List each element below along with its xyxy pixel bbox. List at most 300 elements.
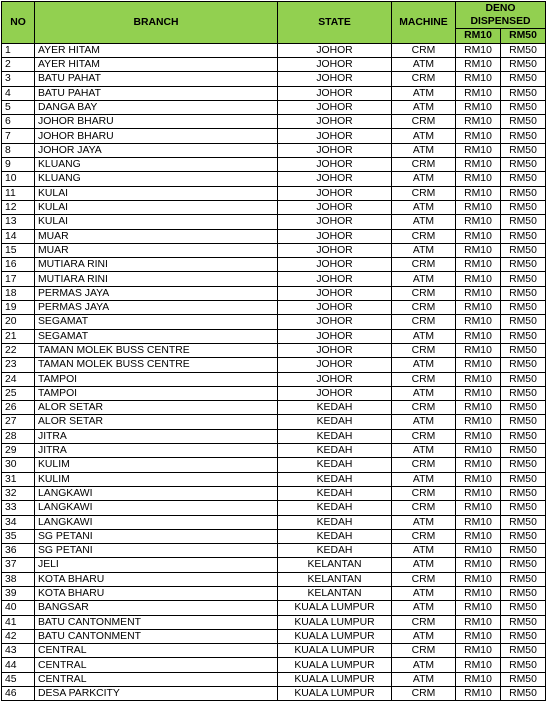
cell-rm10: RM10 xyxy=(456,672,501,686)
table-header xyxy=(2,2,546,44)
cell-branch: AYER HITAM xyxy=(35,43,278,57)
table-row xyxy=(2,515,546,529)
cell-machine: ATM xyxy=(392,129,456,143)
header-machine: MACHINE xyxy=(392,2,456,44)
cell-rm50: RM50 xyxy=(501,529,546,543)
cell-no: 28 xyxy=(2,429,35,443)
cell-rm50: RM50 xyxy=(501,243,546,257)
cell-state: KUALA LUMPUR xyxy=(278,601,392,615)
cell-machine: ATM xyxy=(392,544,456,558)
header-no: NO xyxy=(2,2,35,44)
cell-machine: ATM xyxy=(392,515,456,529)
cell-rm50: RM50 xyxy=(501,272,546,286)
cell-no: 46 xyxy=(2,687,35,701)
cell-no: 20 xyxy=(2,315,35,329)
cell-branch: KLUANG xyxy=(35,158,278,172)
cell-state: JOHOR xyxy=(278,386,392,400)
cell-state: JOHOR xyxy=(278,272,392,286)
cell-state: JOHOR xyxy=(278,100,392,114)
cell-machine: CRM xyxy=(392,486,456,500)
cell-machine: CRM xyxy=(392,115,456,129)
cell-rm50: RM50 xyxy=(501,100,546,114)
cell-no: 14 xyxy=(2,229,35,243)
cell-rm50: RM50 xyxy=(501,429,546,443)
cell-state: KUALA LUMPUR xyxy=(278,644,392,658)
cell-branch: MUTIARA RINI xyxy=(35,272,278,286)
cell-branch: DESA PARKCITY xyxy=(35,687,278,701)
cell-no: 6 xyxy=(2,115,35,129)
cell-rm50: RM50 xyxy=(501,572,546,586)
cell-state: JOHOR xyxy=(278,358,392,372)
cell-branch: TAMAN MOLEK BUSS CENTRE xyxy=(35,358,278,372)
cell-rm10: RM10 xyxy=(456,601,501,615)
cell-no: 5 xyxy=(2,100,35,114)
cell-state: KUALA LUMPUR xyxy=(278,687,392,701)
cell-state: KUALA LUMPUR xyxy=(278,615,392,629)
cell-rm10: RM10 xyxy=(456,315,501,329)
cell-branch: PERMAS JAYA xyxy=(35,286,278,300)
cell-machine: CRM xyxy=(392,315,456,329)
cell-machine: CRM xyxy=(392,429,456,443)
cell-rm50: RM50 xyxy=(501,215,546,229)
cell-branch: KLUANG xyxy=(35,172,278,186)
cell-branch: KULAI xyxy=(35,200,278,214)
table-row xyxy=(2,286,546,300)
cell-state: KELANTAN xyxy=(278,572,392,586)
cell-rm10: RM10 xyxy=(456,115,501,129)
table-row xyxy=(2,429,546,443)
table-row xyxy=(2,415,546,429)
cell-branch: LANGKAWI xyxy=(35,486,278,500)
cell-state: JOHOR xyxy=(278,372,392,386)
cell-rm10: RM10 xyxy=(456,58,501,72)
cell-no: 31 xyxy=(2,472,35,486)
cell-branch: MUAR xyxy=(35,229,278,243)
table-row xyxy=(2,615,546,629)
cell-branch: DANGA BAY xyxy=(35,100,278,114)
cell-rm10: RM10 xyxy=(456,158,501,172)
cell-machine: CRM xyxy=(392,687,456,701)
table-row xyxy=(2,672,546,686)
cell-state: JOHOR xyxy=(278,258,392,272)
cell-rm50: RM50 xyxy=(501,372,546,386)
table-row xyxy=(2,486,546,500)
cell-rm10: RM10 xyxy=(456,586,501,600)
cell-branch: LANGKAWI xyxy=(35,515,278,529)
cell-branch: BANGSAR xyxy=(35,601,278,615)
cell-rm10: RM10 xyxy=(456,172,501,186)
cell-rm10: RM10 xyxy=(456,243,501,257)
table-row xyxy=(2,115,546,129)
cell-machine: ATM xyxy=(392,472,456,486)
table-row xyxy=(2,86,546,100)
cell-branch: CENTRAL xyxy=(35,644,278,658)
cell-machine: ATM xyxy=(392,586,456,600)
cell-branch: BATU CANTONMENT xyxy=(35,615,278,629)
cell-machine: ATM xyxy=(392,601,456,615)
cell-no: 4 xyxy=(2,86,35,100)
cell-no: 8 xyxy=(2,143,35,157)
header-deno-dispensed: DENO DISPENSED xyxy=(456,2,546,29)
cell-state: JOHOR xyxy=(278,86,392,100)
cell-machine: ATM xyxy=(392,558,456,572)
cell-rm50: RM50 xyxy=(501,486,546,500)
cell-state: JOHOR xyxy=(278,43,392,57)
cell-state: KUALA LUMPUR xyxy=(278,658,392,672)
cell-branch: KULIM xyxy=(35,458,278,472)
cell-state: JOHOR xyxy=(278,158,392,172)
table-row xyxy=(2,186,546,200)
table-row xyxy=(2,558,546,572)
cell-rm50: RM50 xyxy=(501,72,546,86)
cell-rm50: RM50 xyxy=(501,544,546,558)
atm-denomination-table xyxy=(1,1,546,701)
cell-no: 40 xyxy=(2,601,35,615)
cell-rm50: RM50 xyxy=(501,43,546,57)
cell-rm10: RM10 xyxy=(456,86,501,100)
cell-rm50: RM50 xyxy=(501,129,546,143)
cell-state: JOHOR xyxy=(278,200,392,214)
cell-state: JOHOR xyxy=(278,115,392,129)
cell-state: KEDAH xyxy=(278,501,392,515)
cell-rm10: RM10 xyxy=(456,444,501,458)
cell-no: 39 xyxy=(2,586,35,600)
cell-branch: MUAR xyxy=(35,243,278,257)
cell-state: KEDAH xyxy=(278,472,392,486)
cell-state: JOHOR xyxy=(278,129,392,143)
cell-state: KEDAH xyxy=(278,486,392,500)
cell-machine: ATM xyxy=(392,415,456,429)
cell-no: 15 xyxy=(2,243,35,257)
table-row xyxy=(2,472,546,486)
cell-rm10: RM10 xyxy=(456,658,501,672)
cell-machine: ATM xyxy=(392,629,456,643)
cell-branch: BATU CANTONMENT xyxy=(35,629,278,643)
cell-state: JOHOR xyxy=(278,243,392,257)
cell-rm10: RM10 xyxy=(456,286,501,300)
table-row xyxy=(2,687,546,701)
cell-branch: SEGAMAT xyxy=(35,329,278,343)
cell-rm10: RM10 xyxy=(456,529,501,543)
cell-no: 22 xyxy=(2,343,35,357)
cell-machine: ATM xyxy=(392,444,456,458)
cell-rm50: RM50 xyxy=(501,286,546,300)
cell-state: KEDAH xyxy=(278,401,392,415)
cell-machine: ATM xyxy=(392,215,456,229)
cell-rm10: RM10 xyxy=(456,229,501,243)
cell-no: 2 xyxy=(2,58,35,72)
cell-rm10: RM10 xyxy=(456,372,501,386)
cell-no: 37 xyxy=(2,558,35,572)
cell-state: JOHOR xyxy=(278,343,392,357)
cell-rm50: RM50 xyxy=(501,458,546,472)
cell-state: KEDAH xyxy=(278,515,392,529)
table-row xyxy=(2,644,546,658)
cell-branch: MUTIARA RINI xyxy=(35,258,278,272)
cell-branch: SG PETANI xyxy=(35,529,278,543)
cell-rm10: RM10 xyxy=(456,72,501,86)
cell-machine: ATM xyxy=(392,329,456,343)
cell-rm10: RM10 xyxy=(456,100,501,114)
cell-rm10: RM10 xyxy=(456,544,501,558)
cell-rm50: RM50 xyxy=(501,258,546,272)
cell-rm10: RM10 xyxy=(456,129,501,143)
cell-branch: PERMAS JAYA xyxy=(35,301,278,315)
table-row xyxy=(2,229,546,243)
cell-rm10: RM10 xyxy=(456,215,501,229)
cell-branch: CENTRAL xyxy=(35,672,278,686)
cell-branch: BATU PAHAT xyxy=(35,86,278,100)
cell-state: JOHOR xyxy=(278,229,392,243)
cell-rm50: RM50 xyxy=(501,158,546,172)
table-row xyxy=(2,129,546,143)
cell-rm10: RM10 xyxy=(456,486,501,500)
table-row xyxy=(2,72,546,86)
cell-rm50: RM50 xyxy=(501,658,546,672)
cell-no: 9 xyxy=(2,158,35,172)
cell-machine: CRM xyxy=(392,158,456,172)
cell-machine: ATM xyxy=(392,143,456,157)
cell-state: JOHOR xyxy=(278,301,392,315)
cell-no: 29 xyxy=(2,444,35,458)
cell-rm10: RM10 xyxy=(456,301,501,315)
table-row xyxy=(2,572,546,586)
cell-rm50: RM50 xyxy=(501,401,546,415)
cell-branch: KULIM xyxy=(35,472,278,486)
cell-state: KEDAH xyxy=(278,529,392,543)
cell-machine: ATM xyxy=(392,58,456,72)
cell-state: JOHOR xyxy=(278,286,392,300)
cell-machine: ATM xyxy=(392,658,456,672)
cell-rm10: RM10 xyxy=(456,186,501,200)
cell-state: KELANTAN xyxy=(278,558,392,572)
cell-machine: ATM xyxy=(392,86,456,100)
cell-branch: SG PETANI xyxy=(35,544,278,558)
cell-state: JOHOR xyxy=(278,186,392,200)
cell-rm10: RM10 xyxy=(456,358,501,372)
cell-state: JOHOR xyxy=(278,72,392,86)
cell-machine: CRM xyxy=(392,72,456,86)
cell-state: KEDAH xyxy=(278,429,392,443)
cell-rm50: RM50 xyxy=(501,629,546,643)
cell-rm50: RM50 xyxy=(501,58,546,72)
cell-rm10: RM10 xyxy=(456,629,501,643)
cell-no: 36 xyxy=(2,544,35,558)
cell-rm10: RM10 xyxy=(456,272,501,286)
cell-state: JOHOR xyxy=(278,172,392,186)
cell-rm10: RM10 xyxy=(456,343,501,357)
cell-machine: ATM xyxy=(392,272,456,286)
cell-machine: ATM xyxy=(392,386,456,400)
cell-machine: ATM xyxy=(392,243,456,257)
cell-branch: TAMAN MOLEK BUSS CENTRE xyxy=(35,343,278,357)
cell-rm10: RM10 xyxy=(456,558,501,572)
cell-rm50: RM50 xyxy=(501,229,546,243)
cell-no: 26 xyxy=(2,401,35,415)
cell-rm10: RM10 xyxy=(456,429,501,443)
cell-rm10: RM10 xyxy=(456,572,501,586)
cell-rm50: RM50 xyxy=(501,143,546,157)
cell-no: 34 xyxy=(2,515,35,529)
cell-rm10: RM10 xyxy=(456,515,501,529)
cell-machine: CRM xyxy=(392,301,456,315)
cell-no: 43 xyxy=(2,644,35,658)
table-row xyxy=(2,43,546,57)
table-row xyxy=(2,629,546,643)
cell-machine: CRM xyxy=(392,529,456,543)
cell-machine: CRM xyxy=(392,401,456,415)
cell-branch: TAMPOI xyxy=(35,386,278,400)
cell-rm50: RM50 xyxy=(501,472,546,486)
table-row xyxy=(2,301,546,315)
cell-rm10: RM10 xyxy=(456,329,501,343)
cell-machine: CRM xyxy=(392,458,456,472)
cell-rm10: RM10 xyxy=(456,143,501,157)
cell-no: 45 xyxy=(2,672,35,686)
cell-rm10: RM10 xyxy=(456,472,501,486)
cell-state: KEDAH xyxy=(278,458,392,472)
cell-no: 16 xyxy=(2,258,35,272)
cell-no: 19 xyxy=(2,301,35,315)
table-row xyxy=(2,258,546,272)
cell-rm10: RM10 xyxy=(456,401,501,415)
cell-rm10: RM10 xyxy=(456,501,501,515)
cell-rm50: RM50 xyxy=(501,172,546,186)
cell-rm50: RM50 xyxy=(501,86,546,100)
cell-machine: CRM xyxy=(392,343,456,357)
table-row xyxy=(2,315,546,329)
cell-rm10: RM10 xyxy=(456,615,501,629)
table-row xyxy=(2,143,546,157)
cell-branch: JELI xyxy=(35,558,278,572)
cell-no: 25 xyxy=(2,386,35,400)
cell-branch: JITRA xyxy=(35,444,278,458)
cell-rm50: RM50 xyxy=(501,444,546,458)
table-row xyxy=(2,586,546,600)
cell-state: KUALA LUMPUR xyxy=(278,672,392,686)
table-row xyxy=(2,329,546,343)
cell-no: 7 xyxy=(2,129,35,143)
table-row xyxy=(2,158,546,172)
cell-state: JOHOR xyxy=(278,143,392,157)
table-row xyxy=(2,272,546,286)
table-row xyxy=(2,358,546,372)
cell-rm50: RM50 xyxy=(501,186,546,200)
cell-branch: TAMPOI xyxy=(35,372,278,386)
cell-branch: BATU PAHAT xyxy=(35,72,278,86)
cell-rm50: RM50 xyxy=(501,329,546,343)
cell-rm50: RM50 xyxy=(501,343,546,357)
cell-machine: ATM xyxy=(392,672,456,686)
cell-no: 21 xyxy=(2,329,35,343)
cell-state: KEDAH xyxy=(278,444,392,458)
cell-branch: SEGAMAT xyxy=(35,315,278,329)
cell-rm50: RM50 xyxy=(501,586,546,600)
cell-rm10: RM10 xyxy=(456,258,501,272)
cell-no: 38 xyxy=(2,572,35,586)
cell-no: 32 xyxy=(2,486,35,500)
cell-no: 17 xyxy=(2,272,35,286)
table-row xyxy=(2,172,546,186)
cell-branch: KOTA BHARU xyxy=(35,572,278,586)
cell-rm10: RM10 xyxy=(456,644,501,658)
cell-branch: JOHOR JAYA xyxy=(35,143,278,157)
cell-rm50: RM50 xyxy=(501,301,546,315)
cell-no: 35 xyxy=(2,529,35,543)
cell-state: JOHOR xyxy=(278,329,392,343)
cell-rm50: RM50 xyxy=(501,315,546,329)
cell-no: 1 xyxy=(2,43,35,57)
table-row xyxy=(2,100,546,114)
cell-no: 41 xyxy=(2,615,35,629)
header-branch: BRANCH xyxy=(35,2,278,44)
table-row xyxy=(2,386,546,400)
table-row xyxy=(2,458,546,472)
cell-state: JOHOR xyxy=(278,315,392,329)
cell-rm10: RM10 xyxy=(456,43,501,57)
cell-rm50: RM50 xyxy=(501,515,546,529)
cell-no: 10 xyxy=(2,172,35,186)
cell-no: 18 xyxy=(2,286,35,300)
cell-rm50: RM50 xyxy=(501,200,546,214)
table-row xyxy=(2,215,546,229)
table-row xyxy=(2,243,546,257)
cell-rm50: RM50 xyxy=(501,672,546,686)
table-row xyxy=(2,501,546,515)
cell-machine: CRM xyxy=(392,572,456,586)
header-state: STATE xyxy=(278,2,392,44)
cell-no: 11 xyxy=(2,186,35,200)
header-rm10: RM10 xyxy=(456,29,501,43)
cell-rm50: RM50 xyxy=(501,615,546,629)
table-row xyxy=(2,58,546,72)
cell-state: JOHOR xyxy=(278,58,392,72)
cell-branch: KOTA BHARU xyxy=(35,586,278,600)
cell-no: 27 xyxy=(2,415,35,429)
cell-rm50: RM50 xyxy=(501,601,546,615)
cell-machine: CRM xyxy=(392,615,456,629)
cell-branch: JOHOR BHARU xyxy=(35,129,278,143)
cell-branch: KULAI xyxy=(35,215,278,229)
cell-machine: CRM xyxy=(392,372,456,386)
cell-rm10: RM10 xyxy=(456,200,501,214)
cell-branch: JOHOR BHARU xyxy=(35,115,278,129)
table-row xyxy=(2,658,546,672)
table-row xyxy=(2,601,546,615)
cell-rm50: RM50 xyxy=(501,687,546,701)
cell-state: KEDAH xyxy=(278,415,392,429)
cell-rm10: RM10 xyxy=(456,687,501,701)
cell-rm50: RM50 xyxy=(501,386,546,400)
cell-machine: CRM xyxy=(392,43,456,57)
cell-machine: CRM xyxy=(392,186,456,200)
cell-rm50: RM50 xyxy=(501,558,546,572)
table-body xyxy=(2,43,546,701)
cell-no: 3 xyxy=(2,72,35,86)
table-row xyxy=(2,544,546,558)
cell-rm50: RM50 xyxy=(501,115,546,129)
cell-branch: ALOR SETAR xyxy=(35,415,278,429)
cell-branch: LANGKAWI xyxy=(35,501,278,515)
cell-branch: JITRA xyxy=(35,429,278,443)
cell-rm50: RM50 xyxy=(501,358,546,372)
cell-branch: CENTRAL xyxy=(35,658,278,672)
cell-branch: ALOR SETAR xyxy=(35,401,278,415)
cell-machine: CRM xyxy=(392,501,456,515)
cell-rm50: RM50 xyxy=(501,501,546,515)
cell-machine: CRM xyxy=(392,644,456,658)
cell-no: 42 xyxy=(2,629,35,643)
